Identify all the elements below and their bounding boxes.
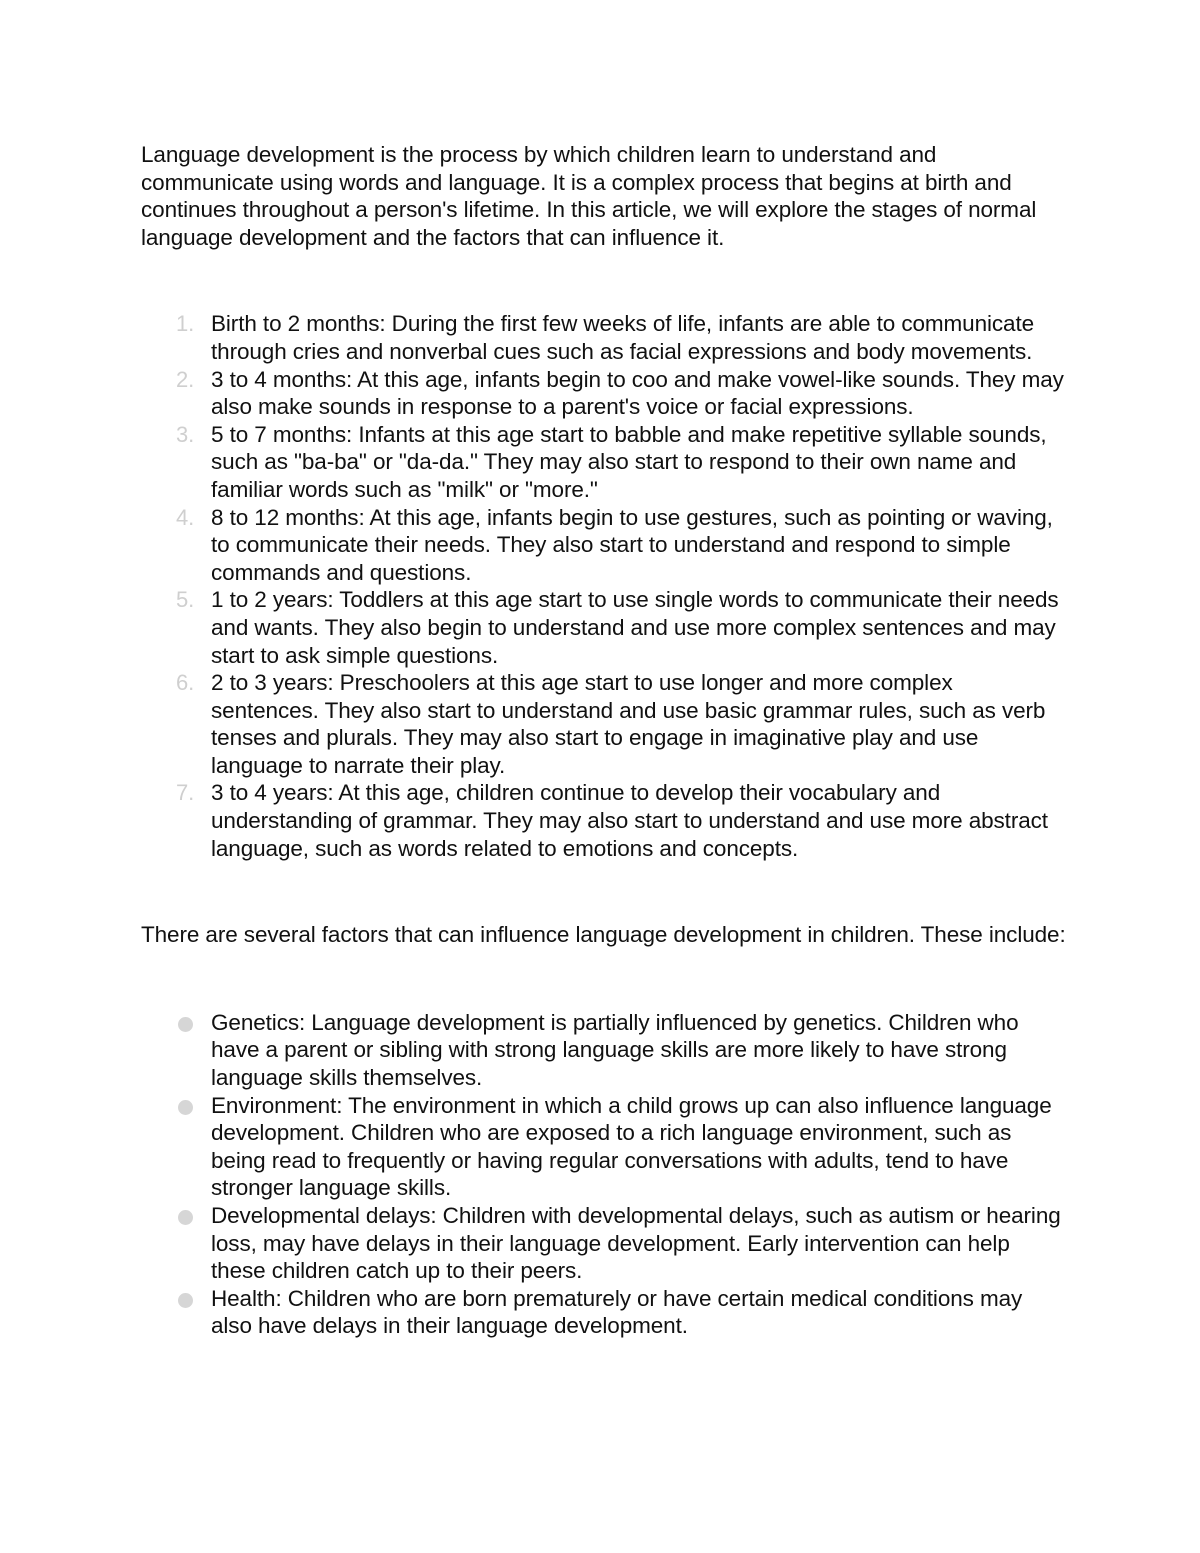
factor-item: [141, 1285, 1066, 1340]
stages-list: [141, 310, 1066, 862]
factor-item: [141, 1009, 1066, 1092]
list-number: 1.: [176, 311, 195, 337]
factors-list: [141, 1009, 1066, 1340]
bullet-dot-icon: [178, 1017, 193, 1032]
stage-text: 3 to 4 months: At this age, infants begin to coo and make vowel-like sounds. They may also make sounds in response to a parent's voice or facial expressions.: [211, 366, 1064, 420]
stage-item: [141, 421, 1066, 504]
bullet-dot-icon: [178, 1100, 193, 1115]
list-number: 5.: [176, 587, 195, 613]
stage-text: 3 to 4 years: At this age, children continue to develop their vocabulary and understanding of grammar. They may also start to understand and use more abstract language, such as words related to emotions and concepts.: [211, 780, 1048, 861]
stage-text: 2 to 3 years: Preschoolers at this age start to use longer and more complex sentences. They also start to understand and use basic grammar rules, such as verb tenses and plurals. They may also start to engage in imaginative play and use language to narrate their play.: [211, 670, 1046, 778]
stage-text: Birth to 2 months: During the first few weeks of life, infants are able to communicate through cries and nonverbal cues such as facial expressions and body movements.: [211, 311, 1035, 364]
bullet-dot-icon: [178, 1210, 193, 1225]
list-number: 7.: [176, 780, 195, 806]
stage-item: [141, 779, 1066, 862]
stage-item: [141, 366, 1066, 421]
factor-text: Environment: The environment in which a child grows up can also influence language development. Children who are exposed to a rich language environment, such as being read to frequently or having regular conversations with adults, tend to have stronger language skills.: [211, 1092, 1052, 1201]
stage-item: [141, 310, 1066, 365]
factor-item: [141, 1202, 1066, 1285]
stage-item: [141, 669, 1066, 779]
list-number: 6.: [176, 670, 195, 696]
factor-text: Genetics: Language development is partially influenced by genetics. Children who have a parent or sibling with strong language skills are more likely to have strong language skills themselves.: [211, 1009, 1019, 1091]
factor-item: [141, 1092, 1066, 1202]
intro-paragraph: Language development is the process by which children learn to understand and communicate using words and language. It is a complex process that begins at birth and continues throughout a person's lifetime. In this article, we will explore the stages of normal language development and the factors that can influence it.: [141, 142, 1037, 250]
stage-text: 5 to 7 months: Infants at this age start to babble and make repetitive syllable sounds, such as "ba-ba" or "da-da." They may also start to respond to their own name and familiar words such as "milk" or "more.": [211, 421, 1047, 502]
list-number: 3.: [176, 421, 195, 447]
document-body: [141, 141, 1066, 1340]
factor-text: Developmental delays: Children with developmental delays, such as autism or hearing loss, may have delays in their language development. Early intervention can help these children catch up to their peers.: [211, 1203, 1061, 1284]
stage-item: [141, 586, 1066, 669]
list-number: 4.: [176, 504, 195, 530]
factors-intro-paragraph: There are several factors that can influence language development in children. These include:: [141, 922, 1066, 948]
stage-text: 8 to 12 months: At this age, infants begin to use gestures, such as pointing or waving, to communicate their needs. They also start to understand and respond to simple commands and questions.: [211, 504, 1053, 585]
list-number: 2.: [176, 366, 195, 392]
factor-text: Health: Children who are born prematurely or have certain medical conditions may also have delays in their language development.: [211, 1285, 1023, 1339]
bullet-dot-icon: [178, 1293, 193, 1308]
stage-item: [141, 504, 1066, 587]
stage-text: 1 to 2 years: Toddlers at this age start to use single words to communicate their needs and wants. They also begin to understand and use more complex sentences and may start to ask simple questions.: [211, 587, 1059, 668]
